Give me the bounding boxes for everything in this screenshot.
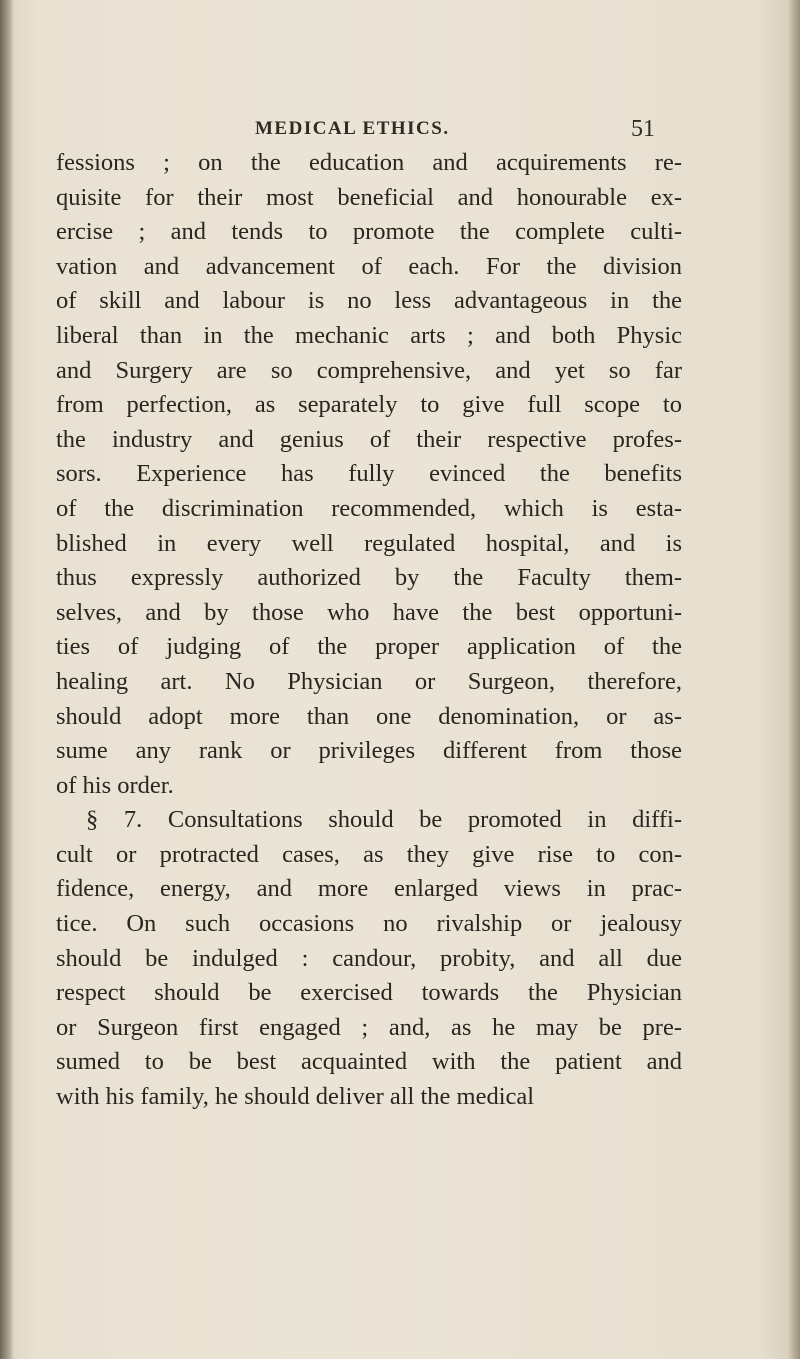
text-line: liberal than in the mechanic arts ; and both Physic [56,321,682,349]
text-line: the industry and genius of their respective profes- [56,425,682,453]
page-number: 51 [631,116,655,142]
text-line: should adopt more than one denomination, or as- [56,702,682,730]
text-line: selves, and by those who have the best opportuni- [56,598,682,626]
page-header [255,116,655,146]
section-start-line: § 7. Consultations should be promoted in diffi- [86,806,682,834]
text-line: vation and advancement of each. For the division [56,252,682,280]
text-line: of the discrimination recommended, which is esta- [56,494,682,522]
text-line: sume any rank or privileges different from those [56,737,682,765]
text-line: cult or protracted cases, as they give rise to con- [56,840,682,868]
text-line: blished in every well regulated hospital, and is [56,529,682,557]
text-line: or Surgeon first engaged ; and, as he may be pre- [56,1013,682,1041]
text-line: from perfection, as separately to give full scope to [56,391,682,419]
text-line: sors. Experience has fully evinced the benefits [56,460,682,488]
text-line: quisite for their most beneficial and honourable ex- [56,183,682,211]
text-line: fessions ; on the education and acquirements re- [56,149,682,176]
text-line: and Surgery are so comprehensive, and yet so far [56,356,682,384]
text-line: with his family, he should deliver all the medical [56,1083,535,1111]
page-edge [788,0,800,1359]
text-line: healing art. No Physician or Surgeon, therefore, [56,667,682,695]
text-line: respect should be exercised towards the Physician [56,979,682,1007]
running-title: MEDICAL ETHICS. [255,118,450,139]
text-line: fidence, energy, and more enlarged views in prac- [56,875,682,903]
text-line: ties of judging of the proper application of the [56,633,682,661]
text-line: of his order. [56,771,174,799]
text-line: thus expressly authorized by the Faculty them- [56,564,682,592]
binding-shadow [0,0,14,1359]
text-line: should be indulged : candour, probity, and all due [56,944,682,972]
text-line: sumed to be best acquainted with the patient and [56,1048,682,1076]
text-line: tice. On such occasions no rivalship or jealousy [56,910,682,938]
text-line: ercise ; and tends to promote the complete culti- [56,218,682,246]
text-line: of skill and labour is no less advantageous in the [56,287,682,315]
body-text [56,146,682,1115]
